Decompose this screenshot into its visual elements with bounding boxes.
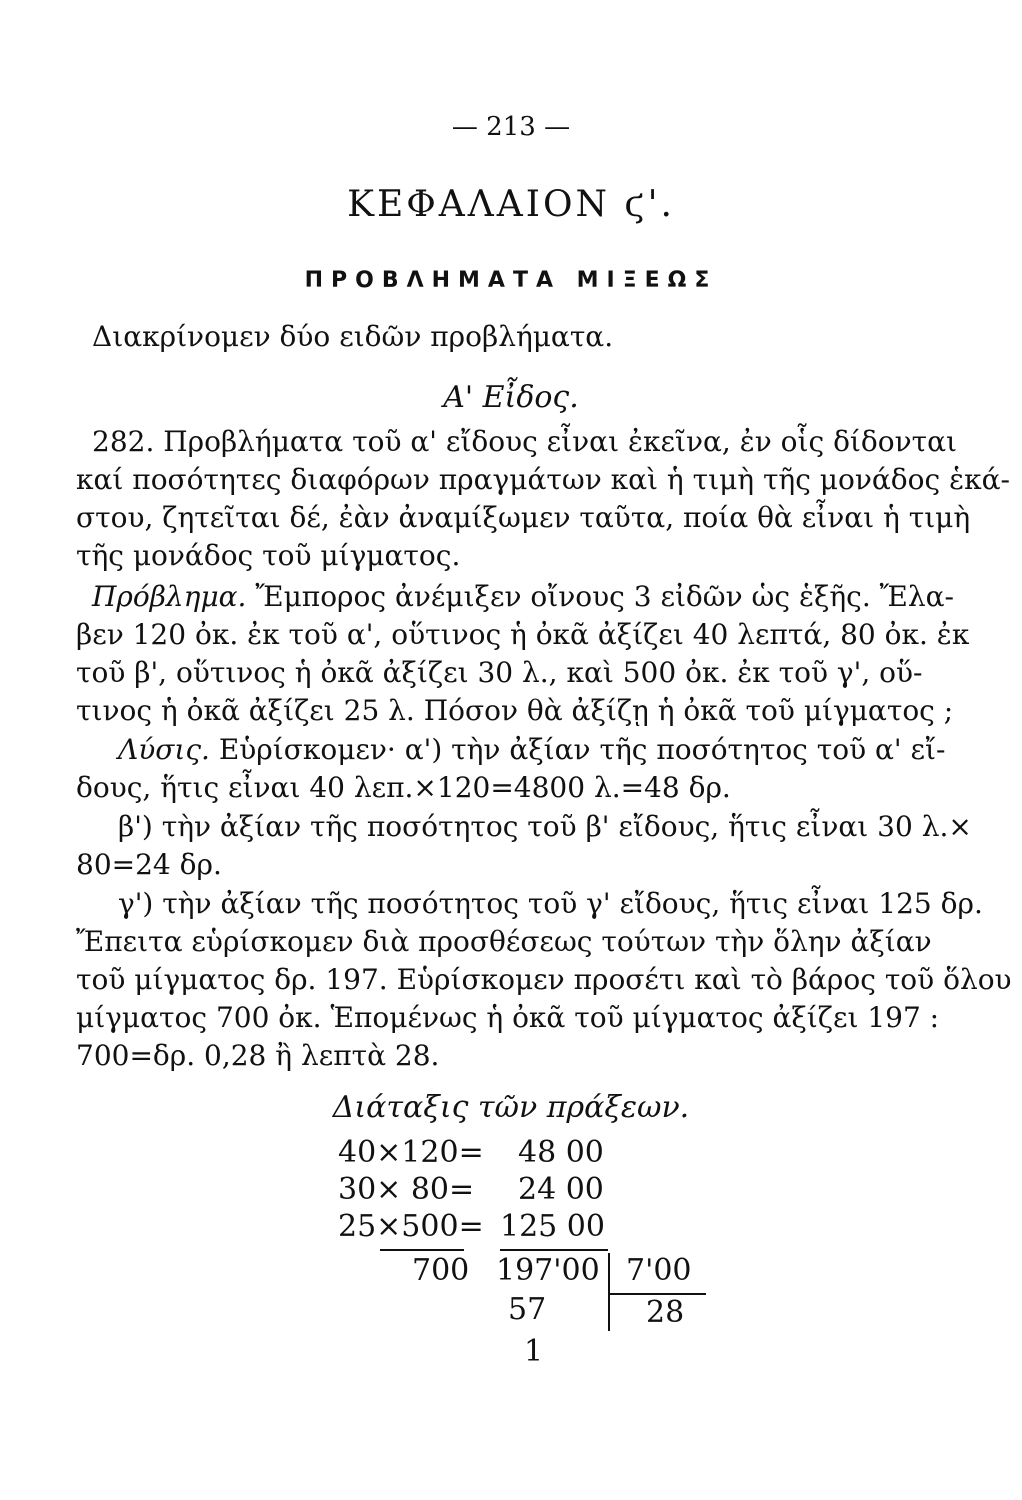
para282-line-3: στου, ζητεῖται δέ, ἐὰν ἀναμίξωμεν ταῦτα, ποία θὰ εἶναι ἡ τιμὴ: [76, 501, 971, 534]
calc-row-2-result: 24 00: [518, 1172, 604, 1207]
division-divisor: 7'00: [626, 1253, 692, 1288]
solution-line-9: 700=δρ. 0,28 ἢ λεπτὰ 28.: [76, 1039, 440, 1072]
division-remainder: 57: [508, 1292, 547, 1327]
solution-label: Λύσις.: [118, 733, 210, 766]
division-bracket: [608, 1253, 610, 1331]
division-dividend: 197'00: [496, 1253, 600, 1288]
problem-line-2: βεν 120 ὀκ. ἐκ τοῦ α', οὕτινος ἡ ὀκᾶ ἀξίζει 40 λεπτά, 80 ὀκ. ἐκ: [76, 618, 970, 651]
solution-text-1: Εὑρίσκομεν· α') τὴν ἀξίαν τῆς ποσότητος τοῦ α' εἴ-: [218, 733, 946, 766]
solution-line-7: τοῦ μίγματος δρ. 197. Εὑρίσκομεν προσέτι καὶ τὸ βάρος τοῦ ὅλου: [76, 963, 1012, 996]
problem-line-3: τοῦ β', οὕτινος ἡ ὀκᾶ ἀξίζει 30 λ., καὶ 500 ὀκ. ἐκ τοῦ γ', οὕ-: [76, 656, 923, 689]
page-number: — 213 —: [451, 112, 571, 142]
calc-row-1-expr: 40×120=: [338, 1135, 484, 1170]
para282-line-4: τῆς μονάδος τοῦ μίγματος.: [76, 539, 461, 572]
intro-line: Διακρίνομεν δύο ειδῶν προβλήματα.: [92, 320, 614, 353]
calc-row-1-result: 48 00: [518, 1135, 604, 1170]
problem-text-1: Ἔμπορος ἀνέμιξεν οἴνους 3 εἰδῶν ὡς ἑξῆς. Ἔλα-: [255, 580, 955, 613]
total-weight: 700: [412, 1253, 470, 1288]
chapter-subtitle: ΠΡΟΒΛΗΜΑΤΑ ΜΙΞΕΩΣ: [304, 268, 718, 293]
solution-line-6: Ἔπειτα εὑρίσκομεν διὰ προσθέσεως τούτων τὴν ὅλην ἀξίαν: [76, 925, 932, 958]
calc-row-2-expr: 30× 80=: [338, 1172, 475, 1207]
solution-line-4: 80=24 δρ.: [76, 848, 222, 881]
solution-line-5: γ') τὴν ἀξίαν τῆς ποσότητος τοῦ γ' εἴδους, ἥτις εἶναι 125 δρ.: [118, 887, 983, 920]
problem-line-4: τινος ἡ ὀκᾶ ἀξίζει 25 λ. Πόσον θὰ ἀξίζῃ ἡ ὀκᾶ τοῦ μίγματος ;: [76, 694, 954, 727]
solution-line-2: δους, ἥτις εἶναι 40 λεπ.×120=4800 λ.=48 δρ.: [76, 771, 731, 804]
para282-line-1: 282. Προβλήματα τοῦ α' εἴδους εἶναι ἐκεῖνα, ἐν οἷς δίδονται: [92, 425, 958, 458]
section-heading: Α' Εἶδος.: [443, 380, 579, 415]
para282-line-2: καί ποσότητες διαφόρων πραγμάτων καὶ ἡ τιμὴ τῆς μονάδος ἑκά-: [76, 463, 1010, 496]
sum-underline: [500, 1249, 608, 1251]
calc-row-3-result: 125 00: [500, 1209, 605, 1244]
solution-line-1: [118, 733, 945, 766]
calculation-title: Διάταξις τῶν πράξεων.: [332, 1090, 690, 1125]
solution-line-3: β') τὴν ἀξίαν τῆς ποσότητος τοῦ β' εἴδους, ἥτις εἶναι 30 λ.×: [118, 810, 972, 843]
problem-line-1: [92, 580, 954, 613]
division-quotient: 28: [646, 1295, 685, 1330]
chapter-title: ΚΕΦΑΛΑΙΟΝ ϛ'.: [347, 184, 675, 225]
solution-line-8: μίγματος 700 ὀκ. Ἑπομένως ἡ ὀκᾶ τοῦ μίγματος ἀξίζει 197 :: [76, 1001, 940, 1034]
problem-label: Πρόβλημα.: [92, 580, 247, 613]
division-remainder-final: 1: [524, 1334, 544, 1369]
calc-row-3-expr: 25×500=: [338, 1209, 484, 1244]
total-underline: [380, 1249, 464, 1251]
